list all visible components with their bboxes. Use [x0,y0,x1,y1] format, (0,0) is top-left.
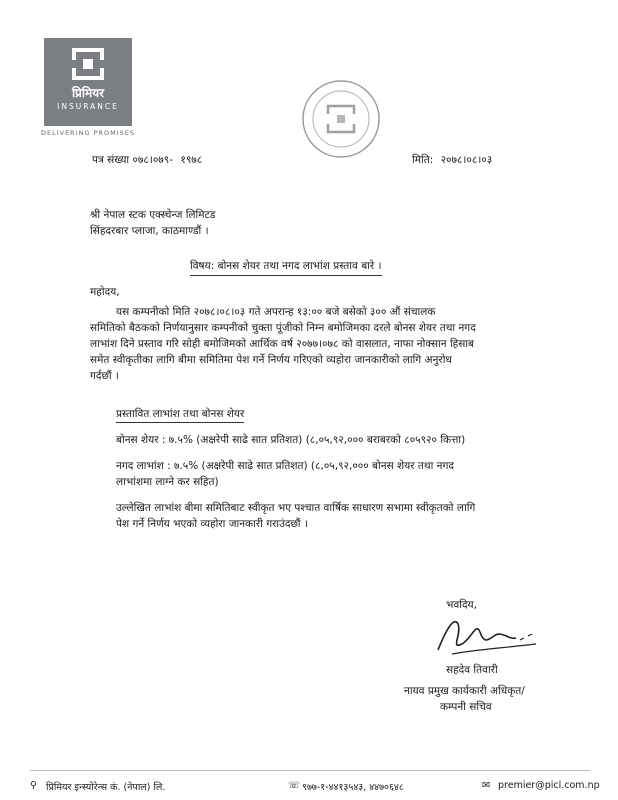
paragraph-line: यस कम्पनीको मिति २०७८।०८।०३ गते अपरान्ह १३:०० बजे बसेको ३०० औं संचालक [116,306,436,318]
paragraph-line: गर्दछौं । [90,370,119,382]
footer-email-icon: ✉ [482,780,490,791]
bonus-share-line: बोनस शेयर : ७.५% (अक्षरेपी साढे सात प्रतिशत) (८,०५,९२,००० बराबरको ८०५९२० कित्ता) [116,434,466,446]
signatory-title-2: कम्पनी सचिव [440,701,492,713]
reference-label: पत्र संख्या ०७८।०७९- [92,154,174,166]
cash-dividend-line: नगद लाभांश : ७.५% (अक्षरेपी साढे सात प्रतिशत) (८,०५,९२,००० बोनस शेयर तथा नगद [116,460,454,472]
cash-dividend-block [116,458,454,490]
reference-value: १९७८ [180,154,203,166]
cash-dividend-line: लाभांशमा लाग्ने कर सहित) [116,476,219,488]
paragraph-line: समितिको बैठकको निर्णयानुसार कम्पनीको चुक्ता पूंजीको निम्न बमोजिमका दरले बोनस शेयर तथा नगद [90,322,476,334]
footer-phone-icon: ☏ [288,780,300,791]
body-paragraph-1 [90,304,550,384]
date-label: मिति: [412,154,434,166]
signatory-title-1: नायव प्रमुख कार्यकारी अधिकृत/ [404,685,525,697]
paragraph-line: उल्लेखित लाभांश बीमा समितिबाट स्वीकृत भए पश्चात वार्षिक साधारण सभामा स्वीकृतको लागि [116,502,476,514]
recipient-line-1: श्री नेपाल स्टक एक्स्चेन्ज लिमिटड [90,209,216,221]
company-stamp-icon [300,78,382,160]
signatory-name: सहदेव तिवारी [446,664,498,676]
salutation: महोदय, [90,286,120,298]
body-paragraph-2 [116,500,475,532]
logo-mark-icon [70,46,106,82]
logo-devanagari-name: प्रिमियर [71,86,105,100]
reference-number [92,152,202,168]
closing-greeting: भवदिय, [446,599,477,611]
footer-location-icon: ⚲ [30,780,37,791]
footer-phone: ९७७-१-४४१३५४३, ४४७०६४८ [302,782,404,793]
paragraph-line: लाभांश दिने प्रस्ताव गरि सोही बमोजिमको आर्थिक वर्ष २०७७।०७८ को वासलात, नाफा नोक्सान हिसाब [90,338,475,350]
letter-footer [30,774,600,794]
paragraph-line: समेत स्वीकृतीका लागि बीमा समितिमा पेश गर्ने निर्णय गरिएको व्यहोरा जानकारीको लागि अनुरोध [90,354,452,366]
date-value: २०७८।०८।०३ [440,154,493,166]
footer-divider [30,770,590,771]
logo-english-name: INSURANCE [57,102,119,111]
footer-email: premier@picl.com.np [498,780,600,791]
logo-tagline: DELIVERING PROMISES [40,129,136,137]
signature-icon [432,610,542,660]
letter-date [412,152,492,168]
footer-company: प्रिमियर इन्स्योरेन्स कं. (नेपाल) लि. [46,782,166,793]
company-logo [40,38,140,137]
paragraph-line: पेश गर्ने निर्णय भएको व्यहोरा जानकारी गराउंदछौं । [116,518,308,530]
section-heading: प्रस्तावित लाभांश तथा बोनस शेयर [116,406,244,423]
recipient-line-2: सिंहदरबार प्लाजा, काठमाण्डौं । [90,225,209,237]
letter-subject: विषय: बोनस शेयर तथा नगद लाभांश प्रस्ताव बारे । [190,258,382,276]
